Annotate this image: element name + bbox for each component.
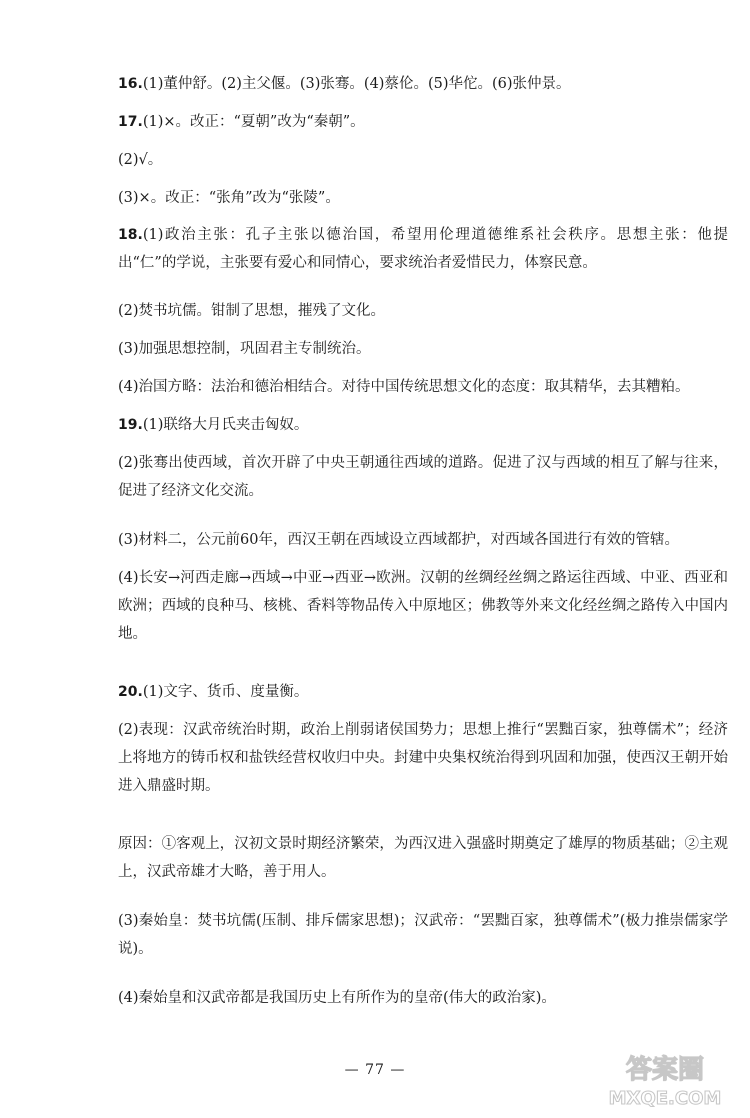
- question-number: 18.: [118, 227, 143, 243]
- answer-text: (1)联络大月氏夹击匈奴。: [142, 417, 309, 433]
- answer-17: [118, 108, 728, 136]
- answer-text: (1)×。改正：“夏朝”改为“秦朝”。: [142, 114, 365, 130]
- question-number: 19.: [118, 417, 143, 433]
- watermark-line1: 答案圈: [625, 1055, 705, 1085]
- answer-text: (2)焚书坑儒。钳制了思想，摧残了文化。: [118, 303, 386, 319]
- answer-text: (4)治国方略：法治和德治相结合。对待中国传统思想文化的态度：取其精华，去其糟粕。: [118, 379, 690, 395]
- answer-text: (4)长安→河西走廊→西域→中亚→西亚→欧洲。汉朝的丝绸经丝绸之路运往西域、中亚、西亚和欧洲；西域的良种马、核桃、香料等物品传入中原地区；佛教等外来文化经丝绸之路传入中国内地。: [118, 570, 728, 642]
- answer-19-3: [118, 526, 728, 554]
- watermark-logo: [590, 1046, 740, 1110]
- answer-20-2: [118, 716, 728, 800]
- answer-text: (3)加强思想控制，巩固君主专制统治。: [118, 341, 371, 357]
- answer-text: (1)文字、货币、度量衡。: [142, 684, 309, 700]
- answer-20-4: [118, 984, 728, 1012]
- answer-text: (2)张骞出使西域，首次开辟了中央王朝通往西域的道路。促进了汉与西域的相互了解与往来，促进了经济文化交流。: [118, 455, 728, 499]
- answer-18-3: [118, 335, 728, 363]
- answer-text: (3)×。改正：“张角”改为“张陵”。: [118, 190, 340, 206]
- answer-17-3: [118, 184, 728, 212]
- answer-20: [118, 678, 728, 706]
- answer-19: [118, 411, 728, 439]
- answer-text: (3)秦始皇：焚书坑儒(压制、排斥儒家思想)；汉武帝：“罢黜百家，独尊儒术”(极力推崇儒家学说)。: [118, 913, 728, 957]
- answer-text: (1)政治主张：孔子主张以德治国，希望用伦理道德维系社会秩序。思想主张：他提出“仁”的学说，主张要有爱心和同情心，要求统治者爱惜民力，体察民意。: [118, 227, 728, 271]
- answer-18-4: [118, 373, 728, 401]
- question-number: 20.: [118, 684, 143, 700]
- answer-18-2: [118, 297, 728, 325]
- page-number: — 77 —: [344, 1062, 406, 1078]
- question-number: 17.: [118, 114, 143, 130]
- answer-text: (4)秦始皇和汉武帝都是我国历史上有所作为的皇帝(伟大的政治家)。: [118, 990, 556, 1006]
- watermark-line2: MXQE.COM: [608, 1088, 722, 1109]
- answer-20-3: [118, 907, 728, 963]
- answer-17-2: [118, 146, 728, 174]
- answer-text: (1)董仲舒。(2)主父偃。(3)张骞。(4)蔡伦。(5)华佗。(6)张仲景。: [142, 76, 571, 92]
- question-number: 16.: [118, 76, 143, 92]
- answer-text: (3)材料二，公元前60年，西汉王朝在西域设立西域都护，对西域各国进行有效的管辖。: [118, 532, 679, 548]
- answer-text: (2)√。: [118, 152, 163, 168]
- answer-18: [118, 221, 728, 277]
- answer-19-4: [118, 564, 728, 648]
- answer-text: (2)表现：汉武帝统治时期，政治上削弱诸侯国势力；思想上推行“罢黜百家，独尊儒术”；经济上将地方的铸币权和盐铁经营权收归中央。封建中央集权统治得到巩固和加强，使西汉王朝开始进入鼎盛时期。: [118, 722, 728, 794]
- answer-20-reason: [118, 830, 728, 886]
- answer-19-2: [118, 449, 728, 505]
- answer-text: 原因：①客观上，汉初文景时期经济繁荣，为西汉进入强盛时期奠定了雄厚的物质基础；②主观上，汉武帝雄才大略，善于用人。: [118, 836, 728, 880]
- answer-16: [118, 70, 728, 98]
